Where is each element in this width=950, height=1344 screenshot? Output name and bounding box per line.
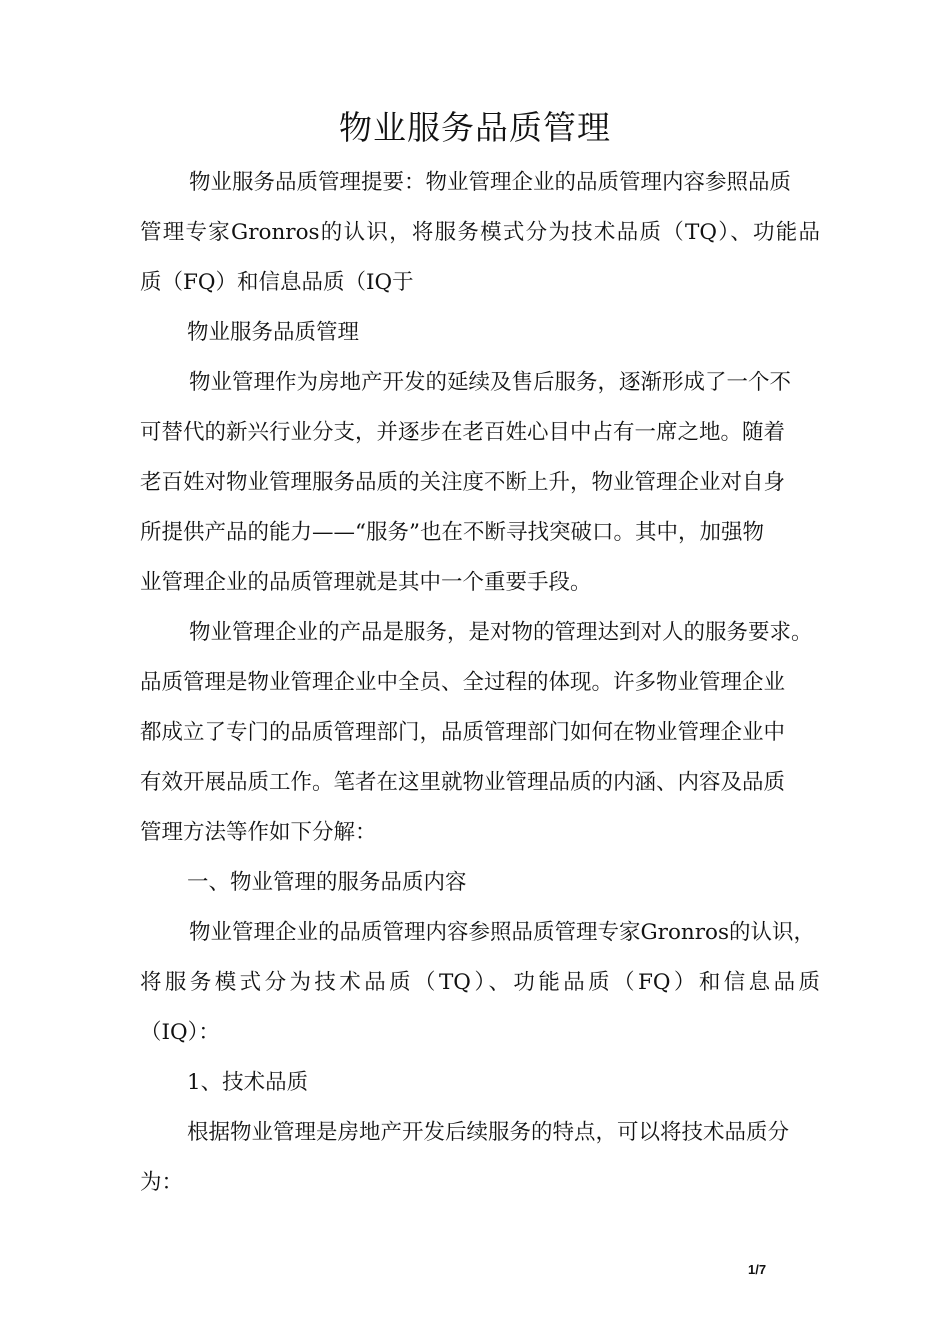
paragraph-line: 管理专家Gronros的认识，将服务模式分为技术品质（TQ）、功能品 xyxy=(140,220,820,245)
section-heading: 1、技术品质 xyxy=(187,1070,309,1095)
paragraph-line: 都成立了专门的品质管理部门，品质管理部门如何在物业管理企业中 xyxy=(140,720,786,745)
paragraph-line: 品质管理是物业管理企业中全员、全过程的体现。许多物业管理企业 xyxy=(140,670,786,695)
paragraph-line: 物业管理企业的产品是服务，是对物的管理达到对人的服务要求。 xyxy=(189,620,813,645)
paragraph-line: 根据物业管理是房地产开发后续服务的特点，可以将技术品质分 xyxy=(187,1120,790,1145)
paragraph-line: （IQ）： xyxy=(140,1020,220,1045)
section-heading: 一、物业管理的服务品质内容 xyxy=(187,870,467,895)
paragraph-line: 业管理企业的品质管理就是其中一个重要手段。 xyxy=(140,570,592,595)
paragraph-line: 物业服务品质管理提要：物业管理企业的品质管理内容参照品质 xyxy=(189,170,792,195)
paragraph-line: 物业管理作为房地产开发的延续及售后服务，逐渐形成了一个不 xyxy=(189,370,792,395)
paragraph-line: 将服务模式分为技术品质（TQ）、功能品质（FQ）和信息品质 xyxy=(140,970,820,995)
paragraph-line: 可替代的新兴行业分支，并逐步在老百姓心目中占有一席之地。随着 xyxy=(140,420,786,445)
paragraph-line: 所提供产品的能力——“服务”也在不断寻找突破口。其中，加强物 xyxy=(140,520,764,545)
page-number: 1/7 xyxy=(748,1262,767,1277)
document-title: 物业服务品质管理 xyxy=(339,108,611,147)
paragraph-line: 管理方法等作如下分解： xyxy=(140,820,377,845)
section-heading: 物业服务品质管理 xyxy=(187,320,360,345)
paragraph-line: 老百姓对物业管理服务品质的关注度不断上升，物业管理企业对自身 xyxy=(140,470,786,495)
paragraph-line: 有效开展品质工作。笔者在这里就物业管理品质的内涵、内容及品质 xyxy=(140,770,786,795)
paragraph-line: 物业管理企业的品质管理内容参照品质管理专家Gronros的认识， xyxy=(189,920,816,945)
paragraph-line: 为： xyxy=(140,1170,184,1195)
paragraph-line: 质（FQ）和信息品质（IQ于 xyxy=(140,270,414,295)
